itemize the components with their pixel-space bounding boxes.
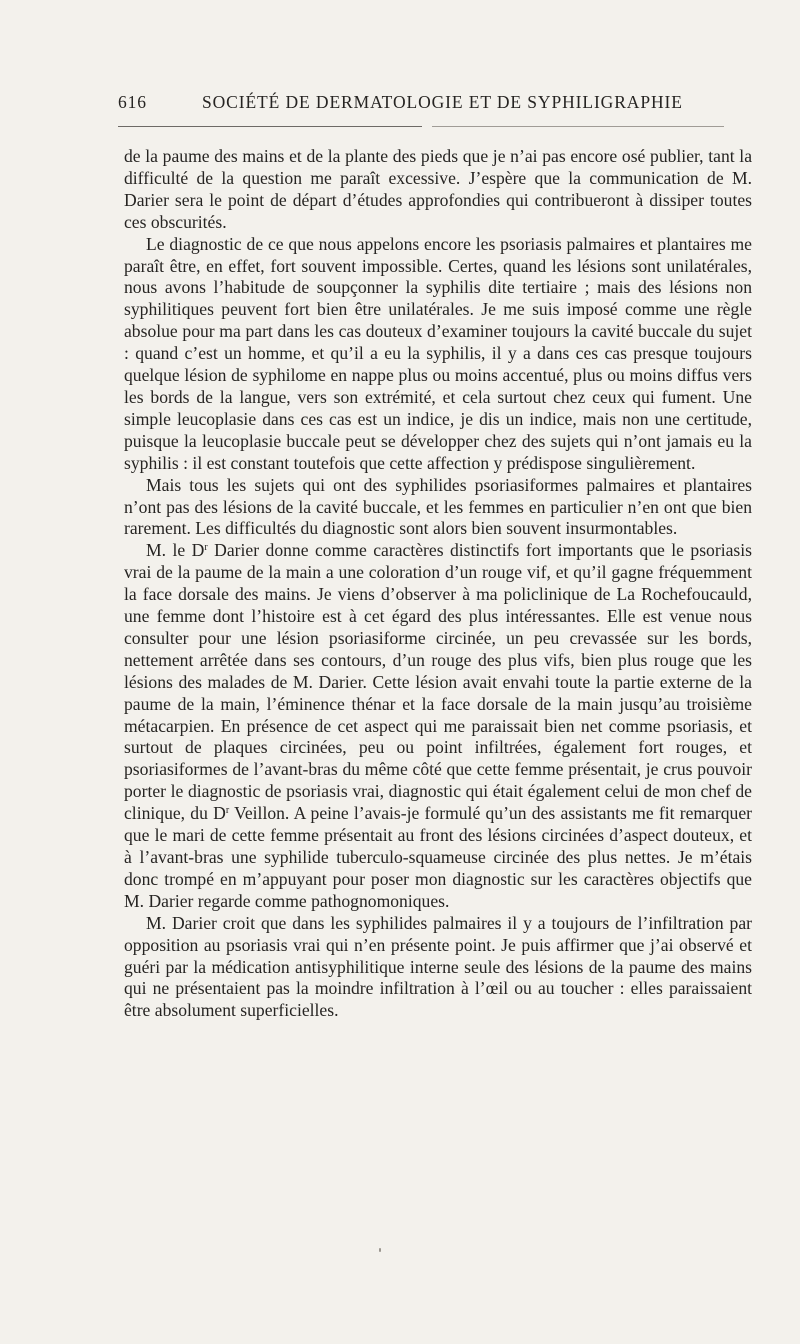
superscript-r: r bbox=[225, 805, 230, 817]
paragraph-darier-observation bbox=[124, 540, 752, 912]
paragraph-part: Veillon. A peine l’avais-je formulé qu’un des assistants me fit remarquer que le mari de cette femme présentait au front des lésions circinées d’aspect douteux, et à l’avant-bras une syphilide tuberculo-squameuse circinée des plus nettes. Je m’étais donc trompé en m’appuyant pour poser mon diagnostic sur les caractères objectifs que M. Darier regarde comme pathognomoniques. bbox=[124, 803, 753, 911]
paper-speck bbox=[379, 1248, 381, 1252]
paragraph-continued: de la paume des mains et de la plante des pieds que je n’ai pas encore osé publier, tant la difficulté de la question me paraît excessive. J’espère que la communication de M. Darier sera le point de départ d’études approfondies qui contribueront à dissiper toutes ces obscurités. bbox=[124, 146, 752, 232]
paragraph-diagnostic: Le diagnostic de ce que nous appelons encore les psoriasis palmaires et plantaires me paraît être, en effet, fort souvent impossible. Certes, quand les lésions sont unilatérales, nous avons l’habitude de soupçonner la syphilis dite tertiaire ; mais des lésions non syphilitiques peuvent fort bien être unilatérales. Je me suis imposé comme une règle absolue pour ma part dans les cas douteux d’examiner toujours la cavité buccale du sujet : quand c’est un homme, et qu’il a eu la syphilis, il y a dans ces cas presque toujours quelque lésion de syphilome en nappe plus ou moins accentué, plus ou moins diffus vers les bords de la langue, vers son extrémité, et cela surtout chez ceux qui fument. Une simple leucoplasie dans ces cas est un indice, je dis un indice, mais non une certitude, puisque la leucoplasie buccale peut se développer chez des sujets qui n’ont jamais eu la syphilis : il est constant toutefois que cette affection y prédispose singulièrement. bbox=[124, 233, 752, 473]
superscript-r: r bbox=[204, 542, 208, 554]
header-rule-right bbox=[432, 126, 724, 127]
page-header bbox=[118, 92, 714, 116]
paragraph-part: M. le D bbox=[146, 540, 205, 561]
page-number: 616 bbox=[118, 92, 147, 112]
header-rule-left bbox=[118, 126, 422, 127]
body-text bbox=[124, 146, 752, 1022]
running-title: SOCIÉTÉ DE DERMATOLOGIE ET DE SYPHILIGRAPHIE bbox=[202, 92, 683, 112]
paragraph-part: Darier donne comme caractères distinctifs fort importants que le psoriasis vrai de la paume de la main a une coloration d’un rouge vif, et qu’il gagne fréquemment la face dorsale des mains. Je viens d’observer à ma policlinique de La Rochefoucauld, une femme dont l’histoire est à cet égard des plus intéressantes. Elle est venue nous consulter pour une lésion psoriasiforme circinée, un peu crevassée sur les bords, nettement arrêtée dans ses contours, d’un rouge des plus vifs, bien plus rouge que les lésions des malades de M. Darier. Cette lésion avait envahi toute la partie externe de la paume de la main, l’éminence thénar et la face dorsale de la main jusqu’au troisième métacarpien. En présence de cet aspect qui me paraissait bien net comme psoriasis, et surtout de plaques circinées, peu ou point infiltrées, également fort rouges, et psoriasiformes de l’avant-bras du même côté que cette femme présentait, je crus pouvoir porter le diagnostic de psoriasis vrai, diagnostic qui était également celui de mon chef de clinique, du D bbox=[124, 540, 752, 824]
paragraph-infiltration: M. Darier croit que dans les syphilides palmaires il y a toujours de l’infiltration par opposition au psoriasis vrai qui n’en présente point. Je puis affirmer que j’ai observé et guéri par la médication antisyphilitique interne seule des lésions de la paume des mains qui ne présentaient pas la moindre infiltration à l’œil ou au toucher : elles paraissaient être absolument superficielles. bbox=[124, 912, 752, 1021]
paragraph-insurmountable: Mais tous les sujets qui ont des syphilides psoriasiformes palmaires et plantaires n’ont pas des lésions de la cavité buccale, et les femmes en particulier n’en ont que bien rarement. Les difficultés du diagnostic sont alors bien souvent insurmontables. bbox=[124, 474, 752, 539]
